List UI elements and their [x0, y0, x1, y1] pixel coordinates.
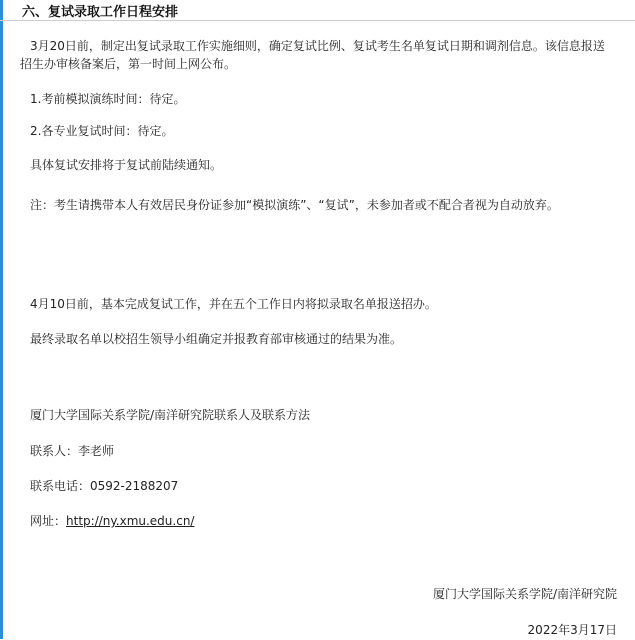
- contact-title: 厦门大学国际关系学院/南洋研究院联系人及联系方法: [30, 408, 311, 422]
- website-label: 网址：: [30, 514, 67, 528]
- contact-person: 联系人：李老师: [30, 444, 115, 458]
- paragraph-2: 4月10日前，基本完成复试工作，并在五个工作日内将拟录取名单报送招办。: [30, 297, 437, 311]
- signature-org: 厦门大学国际关系学院/南洋研究院: [432, 587, 617, 601]
- paragraph-3: 最终录取名单以校招生领导小组确定并报教育部审核通过的结果为准。: [30, 332, 403, 346]
- note-text: 注：考生请携带本人有效居民身份证参加“模拟演练”、“复试”，未参加者或不配合者视为自动放弃。: [30, 198, 559, 212]
- website-link[interactable]: http://ny.xmu.edu.cn/: [66, 514, 195, 528]
- signature-date: 2022年3月17日: [527, 623, 617, 637]
- paragraph-1-line-1: 3月20日前，制定出复试录取工作实施细则，确定复试比例、复试考生名单复试日期和调剂信息。该信息报送: [30, 39, 605, 53]
- schedule-item-2: 2.各专业复试时间：待定。: [30, 124, 174, 138]
- notice-text: 具体复试安排将于复试前陆续通知。: [30, 158, 223, 172]
- contact-website: [30, 511, 194, 531]
- contact-phone: 联系电话：0592-2188207: [30, 479, 179, 493]
- section-heading: 六、复试录取工作日程安排: [22, 5, 179, 20]
- schedule-item-1: 1.考前模拟演练时间：待定。: [30, 92, 186, 106]
- heading-divider: [0, 20, 635, 21]
- paragraph-1-line-2: 招生办审核备案后，第一时间上网公布。: [20, 57, 237, 71]
